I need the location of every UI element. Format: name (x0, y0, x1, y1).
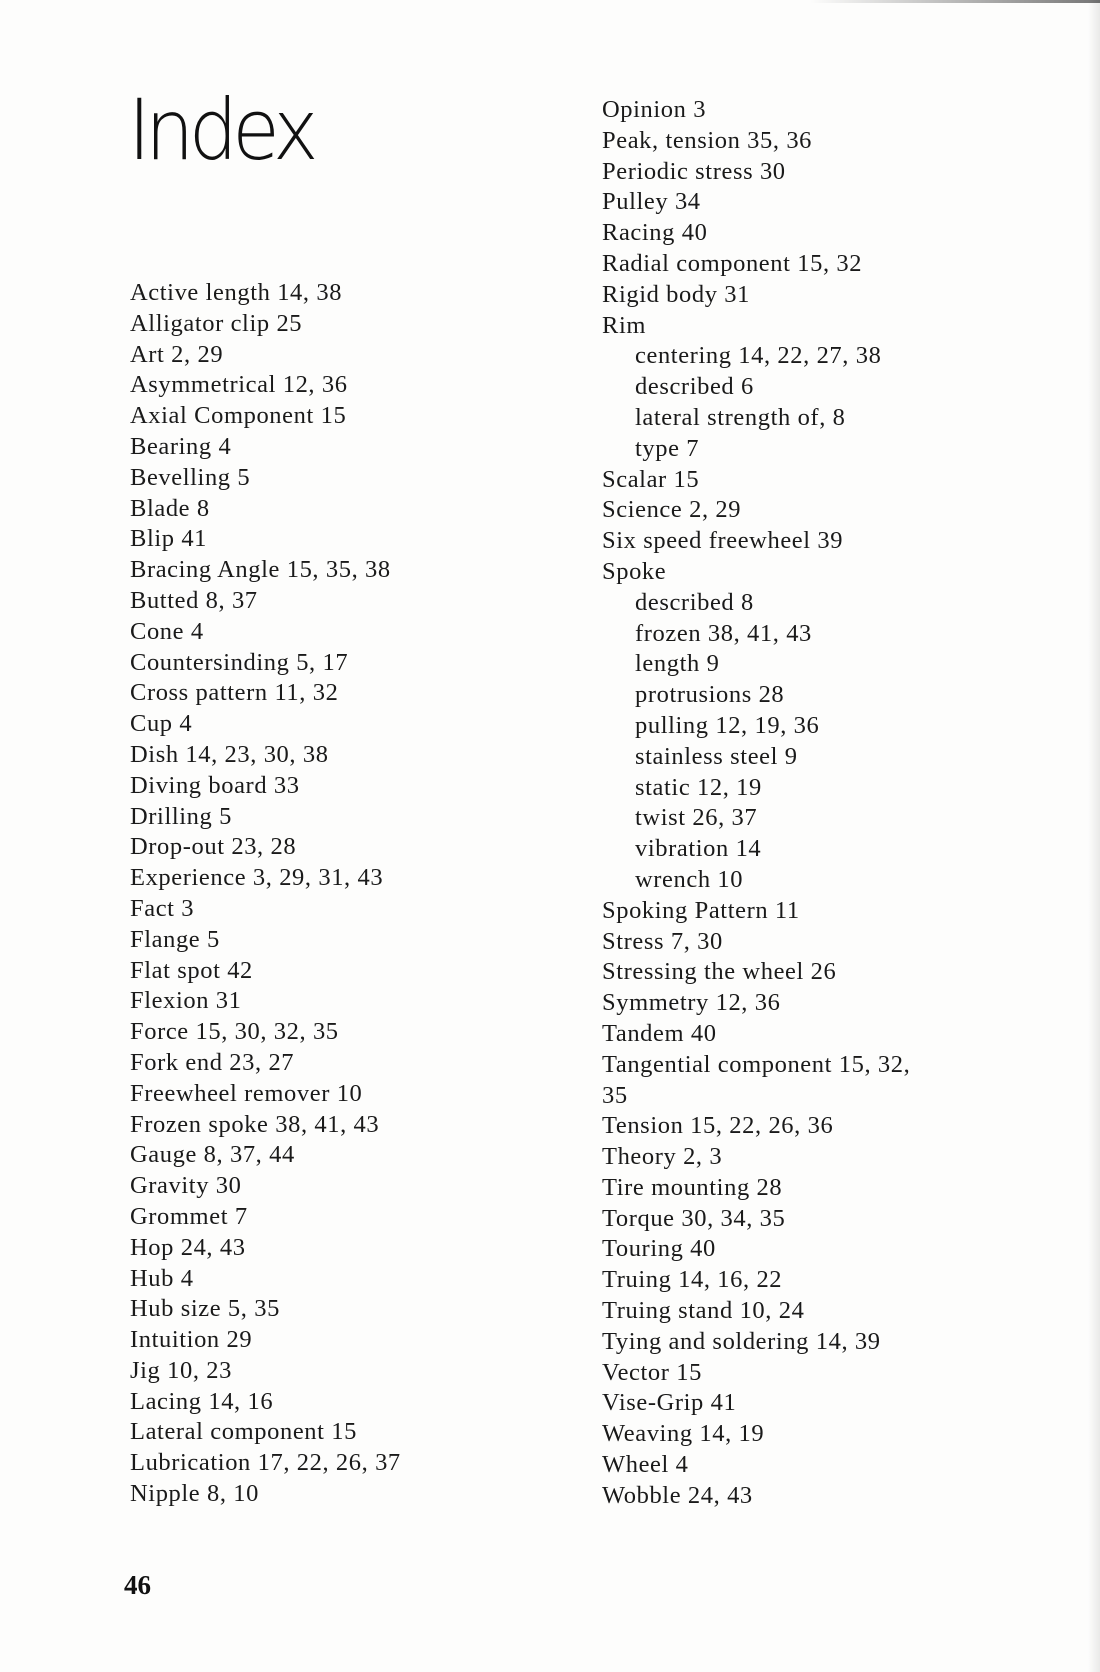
index-entry: Freewheel remover 10 (130, 1079, 363, 1107)
index-entry: Dish 14, 23, 30, 38 (130, 740, 329, 768)
index-entry: Active length 14, 38 (130, 279, 343, 306)
index-entry: Tangential component 15, 32, (602, 1050, 911, 1078)
index-entry: Butted 8, 37 (130, 586, 258, 614)
index-entry: Jig 10, 23 (130, 1356, 232, 1384)
index-entry: Force 15, 30, 32, 35 (130, 1018, 339, 1046)
index-subentry: pulling 12, 19, 36 (635, 711, 820, 739)
index-entry: Bevelling 5 (130, 463, 251, 491)
index-entry: Spoking Pattern 11 (602, 896, 800, 924)
index-entry: Alligator clip 25 (130, 309, 303, 337)
index-subentry: described 6 (635, 373, 754, 401)
index-entry: Peak, tension 35, 36 (602, 126, 813, 154)
index-entry: Six speed freewheel 39 (602, 527, 844, 555)
index-entry: Vise-Grip 41 (602, 1389, 737, 1417)
index-entry: Diving board 33 (130, 771, 300, 799)
page-edge-shadow (1088, 0, 1100, 1672)
index-subentry: vibration 14 (635, 835, 762, 863)
index-entry: Fork end 23, 27 (130, 1048, 295, 1076)
index-entry: Stress 7, 30 (602, 927, 723, 955)
index-entry: Gauge 8, 37, 44 (130, 1141, 295, 1169)
index-entry: Tandem 40 (602, 1019, 717, 1047)
index-entry: Lacing 14, 16 (130, 1387, 274, 1415)
index-entry: Rim (602, 311, 647, 339)
index-entry: Weaving 14, 19 (602, 1420, 765, 1448)
index-entry: Flexion 31 (130, 987, 242, 1015)
index-column-left (130, 278, 401, 1510)
index-entry: Truing stand 10, 24 (602, 1297, 805, 1325)
index-entry: Asymmetrical 12, 36 (130, 371, 348, 399)
index-subentry: described 8 (635, 588, 754, 616)
index-entry: Cone 4 (130, 617, 204, 645)
index-entry: Hop 24, 43 (130, 1233, 246, 1261)
index-entry: Cross pattern 11, 32 (130, 679, 339, 707)
index-entry: Blip 41 (130, 525, 208, 553)
index-entry: Flat spot 42 (130, 956, 253, 984)
index-entry: Art 2, 29 (130, 340, 224, 368)
index-subentry: twist 26, 37 (635, 804, 758, 832)
index-subentry: protrusions 28 (635, 681, 785, 709)
index-entry: Theory 2, 3 (602, 1143, 723, 1171)
index-entry: Truing 14, 16, 22 (602, 1266, 783, 1294)
page-title: Index (128, 81, 314, 179)
index-entry: Stressing the wheel 26 (602, 958, 837, 986)
index-entry: Flange 5 (130, 925, 220, 953)
index-entry: Wobble 24, 43 (602, 1481, 753, 1509)
index-column-right (602, 95, 910, 1512)
index-entry: Drop-out 23, 28 (130, 833, 297, 861)
index-subentry: type 7 (635, 434, 700, 462)
index-entry: Periodic stress 30 (602, 157, 786, 185)
index-entry: Torque 30, 34, 35 (602, 1204, 786, 1232)
index-subentry: wrench 10 (635, 865, 744, 893)
index-entry: Countersinding 5, 17 (130, 648, 349, 676)
index-entry: Tension 15, 22, 26, 36 (602, 1112, 834, 1140)
index-entry: Hub size 5, 35 (130, 1295, 280, 1323)
index-entry: Scalar 15 (602, 465, 700, 493)
index-entry: Experience 3, 29, 31, 43 (130, 864, 384, 892)
index-entry: Nipple 8, 10 (130, 1480, 260, 1508)
index-entry: Bracing Angle 15, 35, 38 (130, 556, 391, 584)
index-subentry: centering 14, 22, 27, 38 (635, 342, 882, 370)
index-entry: Wheel 4 (602, 1451, 689, 1479)
page-number: 46 (124, 1570, 151, 1600)
index-entry: Symmetry 12, 36 (602, 989, 781, 1017)
index-entry: Lateral component 15 (130, 1418, 357, 1446)
index-entry: Science 2, 29 (602, 496, 742, 524)
index-entry: Tying and soldering 14, 39 (602, 1327, 881, 1355)
index-entry: Blade 8 (130, 494, 210, 522)
index-entry: Spoke (602, 557, 667, 585)
index-entry: Cup 4 (130, 710, 193, 738)
index-entry: Bearing 4 (130, 432, 232, 460)
index-entry: Vector 15 (602, 1358, 702, 1386)
index-entry: Tire mounting 28 (602, 1173, 783, 1201)
index-entry: Axial Component 15 (130, 402, 347, 430)
index-entry: Rigid body 31 (602, 280, 751, 308)
index-entry: Intuition 29 (130, 1326, 253, 1354)
index-entry: Lubrication 17, 22, 26, 37 (130, 1449, 401, 1477)
page-edge-line (810, 0, 1100, 3)
index-entry: Radial component 15, 32 (602, 249, 863, 277)
index-entry: Frozen spoke 38, 41, 43 (130, 1110, 380, 1138)
index-entry: Hub 4 (130, 1264, 194, 1292)
index-subentry: length 9 (635, 650, 720, 678)
index-entry: 35 (602, 1081, 628, 1109)
index-entry: Drilling 5 (130, 802, 232, 830)
index-entry: Pulley 34 (602, 188, 701, 216)
index-entry: Fact 3 (130, 894, 195, 922)
index-entry: Touring 40 (602, 1235, 716, 1263)
index-entry: Opinion 3 (602, 96, 707, 123)
index-subentry: lateral strength of, 8 (635, 403, 846, 431)
index-entry: Grommet 7 (130, 1202, 248, 1230)
index-entry: Racing 40 (602, 219, 708, 247)
index-subentry: stainless steel 9 (635, 742, 798, 770)
index-subentry: static 12, 19 (635, 773, 762, 801)
index-entry: Gravity 30 (130, 1172, 242, 1200)
index-subentry: frozen 38, 41, 43 (635, 619, 812, 647)
